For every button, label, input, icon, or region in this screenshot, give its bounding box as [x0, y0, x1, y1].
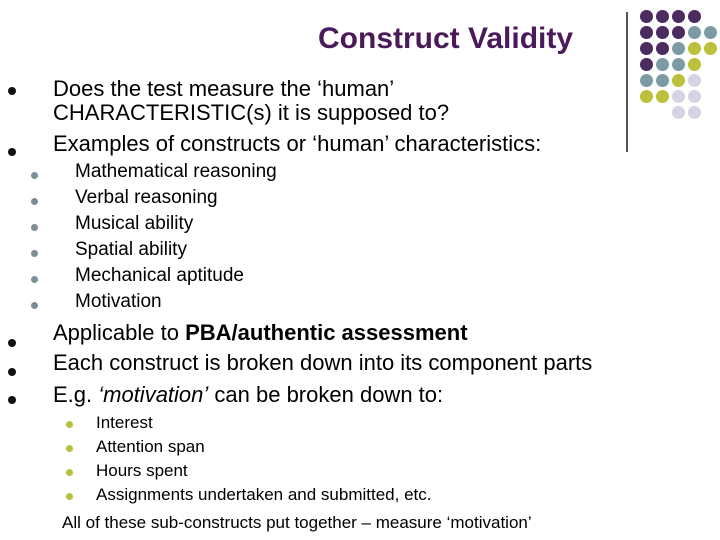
dot	[672, 26, 685, 39]
construct-item: Verbal reasoning	[75, 187, 218, 208]
construct-item: Spatial ability	[75, 239, 187, 260]
example-line	[53, 382, 443, 407]
dot	[640, 26, 653, 39]
bullet-icon	[66, 469, 73, 476]
bullet-icon	[31, 224, 38, 231]
bullet-icon	[31, 276, 38, 283]
bullet-icon	[66, 445, 73, 452]
dot	[656, 58, 669, 71]
example-prefix: E.g.	[53, 382, 99, 407]
dot	[656, 10, 669, 23]
sub-construct-item: Interest	[96, 413, 153, 432]
construct-item: Mathematical reasoning	[75, 161, 277, 182]
dot	[688, 10, 701, 23]
dot	[656, 26, 669, 39]
dot	[688, 74, 701, 87]
bullet-icon	[8, 368, 16, 376]
dot	[672, 42, 685, 55]
dot	[672, 58, 685, 71]
applicable-line	[53, 320, 468, 345]
bullet-icon	[66, 421, 73, 428]
dot	[640, 90, 653, 103]
bullet-icon	[8, 148, 16, 156]
bullet-icon	[8, 339, 16, 347]
dot	[656, 90, 669, 103]
component-parts-line: Each construct is broken down into its component parts	[53, 350, 593, 375]
dot	[672, 74, 685, 87]
dot	[640, 74, 653, 87]
sub-construct-item: Attention span	[96, 437, 205, 456]
question-line-2: CHARACTERISTIC(s) it is supposed to?	[53, 100, 450, 125]
applicable-prefix: Applicable to	[53, 320, 186, 345]
dot	[640, 58, 653, 71]
dot	[704, 26, 717, 39]
dot	[672, 106, 685, 119]
example-emphasis: ‘motivation’	[98, 382, 209, 407]
dot	[688, 58, 701, 71]
example-suffix: can be broken down to:	[208, 382, 444, 407]
bullet-icon	[31, 198, 38, 205]
slide-title: Construct Validity	[318, 22, 574, 55]
construct-item: Motivation	[75, 291, 162, 312]
applicable-emphasis: PBA/authentic assessment	[185, 320, 468, 345]
bullet-icon	[66, 493, 73, 500]
dot	[672, 90, 685, 103]
dot	[656, 42, 669, 55]
sub-construct-item: Assignments undertaken and submitted, etc.	[96, 485, 432, 504]
dot	[688, 106, 701, 119]
bullet-icon	[31, 250, 38, 257]
bullet-icon	[31, 172, 38, 179]
dot	[688, 42, 701, 55]
dot	[688, 90, 701, 103]
dot	[640, 42, 653, 55]
dot	[640, 10, 653, 23]
dot	[672, 10, 685, 23]
dot	[656, 74, 669, 87]
bullet-icon	[31, 302, 38, 309]
dot	[688, 26, 701, 39]
construct-item: Musical ability	[75, 213, 194, 234]
conclusion-line: All of these sub-constructs put together – measure ‘motivation’	[62, 513, 532, 532]
question-line-1: Does the test measure the ‘human’	[53, 76, 395, 101]
bullet-icon	[8, 87, 16, 95]
decorative-dot-grid	[640, 10, 720, 120]
bullet-icon	[8, 396, 16, 404]
dot	[704, 42, 717, 55]
sub-construct-item: Hours spent	[96, 461, 188, 480]
construct-item: Mechanical aptitude	[75, 265, 244, 286]
examples-intro: Examples of constructs or ‘human’ characteristics:	[53, 131, 542, 156]
title-divider	[626, 12, 628, 152]
